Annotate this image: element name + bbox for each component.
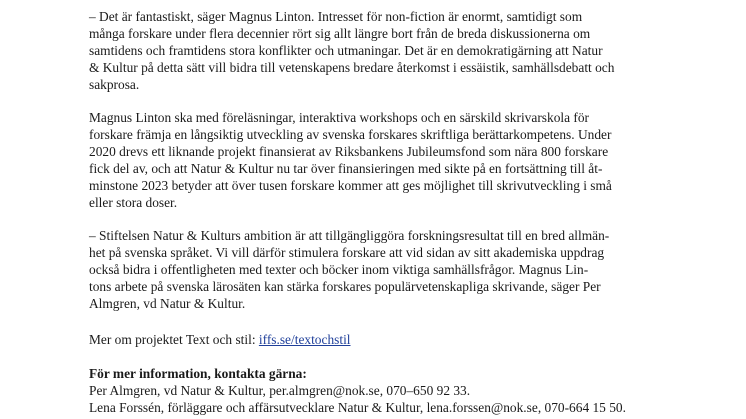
text-line: samtidens och framtidens stora konflikter och utmaningar. Det är en demokratigärning att Natur <box>89 43 603 58</box>
text-line: många forskare under flera decennier rört sig allt längre bort från de breda diskussionerna om <box>89 26 591 41</box>
text-line: forskare främja en långsiktig utveckling av svenska forskares skriftliga berättarkompetens. Under <box>89 127 612 142</box>
contact-line: Lena Forssén, förläggare och affärsutvecklare Natur & Kultur, lena.forssen@nok.se, 070-664 15 50. <box>89 400 626 415</box>
text-line: också bidra i offentligheten med texter och böcker inom viktiga samhällsfrågor. Magnus Lin- <box>89 262 589 277</box>
contact-section <box>89 365 626 416</box>
text-line: – Det är fantastiskt, säger Magnus Linton. Intresset för non-fiction är enormt, samtidigt som <box>89 9 583 24</box>
text-line: Magnus Linton ska med föreläsningar, interaktiva workshops och en särskild skrivarskola för <box>89 110 590 125</box>
paragraph-quote-almgren <box>89 227 609 312</box>
text-line: minstone 2023 betyder att över tusen forskare kommer att ges möjlighet till skrivutveckling i små <box>89 178 612 193</box>
text-line: sakprosa. <box>89 77 140 92</box>
text-line: 2020 drevs ett liknande projekt finansierat av Riksbankens Jubileumsfond som nära 800 forskare <box>89 144 609 159</box>
project-link[interactable]: iffs.se/textochstil <box>258 332 351 347</box>
text-line: fick del av, och att Natur & Kultur nu tar över finansieringen med sikte på en fortsättning till åt- <box>89 161 603 176</box>
more-info-line <box>89 331 351 348</box>
contact-line: Per Almgren, vd Natur & Kultur, per.almgren@nok.se, 070–650 92 33. <box>89 383 471 398</box>
paragraph-project-description <box>89 109 612 211</box>
contact-heading: För mer information, kontakta gärna: <box>89 366 307 381</box>
text-line: Almgren, vd Natur & Kultur. <box>89 296 246 311</box>
text-line: tons arbete på svenska lärosäten kan stärka forskares populärvetenskapliga skrivande, säger Per <box>89 279 601 294</box>
text-line: het på svenska språket. Vi vill därför stimulera forskare att vid sidan av sitt akademiska uppdrag <box>89 245 605 260</box>
text-line: – Stiftelsen Natur & Kulturs ambition är att tillgängliggöra forskningsresultat till en bred allmän- <box>89 228 610 243</box>
paragraph-quote-linton <box>89 8 614 93</box>
more-info-prefix: Mer om projektet Text och stil: <box>89 332 259 347</box>
text-line: & Kultur på detta sätt vill bidra till vetenskapens bredare återkomst i essäistik, samhällsdebatt och <box>89 60 615 75</box>
text-line: eller stora doser. <box>89 195 178 210</box>
